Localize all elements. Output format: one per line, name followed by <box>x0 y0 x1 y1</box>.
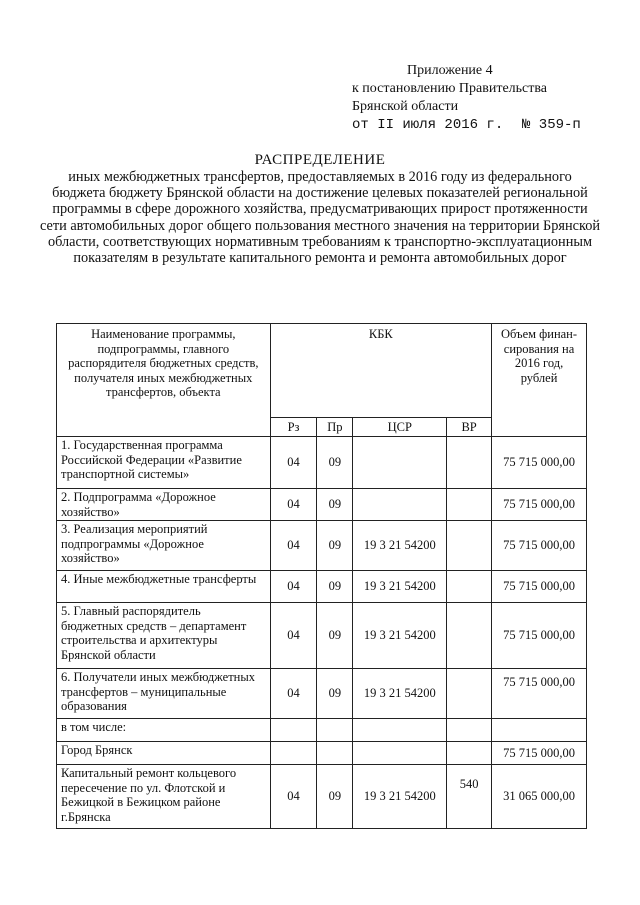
table-body <box>57 437 587 829</box>
header-name: Наименование программы, подпрограммы, главного распорядителя бюджетных средств, получателя иных межбюджетных трансфертов, объекта <box>57 324 271 437</box>
row-name: 4. Иные межбюджетные трансферты <box>57 571 271 603</box>
row-amount: 31 065 000,00 <box>492 765 587 829</box>
table-row <box>57 742 587 765</box>
row-pr: 09 <box>317 669 353 719</box>
row-csr <box>353 489 447 521</box>
row-csr: 19 3 21 54200 <box>353 571 447 603</box>
row-amount: 75 715 000,00 <box>492 603 587 669</box>
appendix-date: от II июля 2016 г. <box>352 117 504 133</box>
row-pr: 09 <box>317 437 353 489</box>
table-header-row <box>57 324 587 418</box>
row-vr <box>447 437 492 489</box>
row-amount: 75 715 000,00 <box>492 437 587 489</box>
row-rz: 04 <box>270 603 317 669</box>
row-vr <box>447 489 492 521</box>
row-vr: 540 <box>447 765 492 829</box>
row-pr: 09 <box>317 489 353 521</box>
row-amount: 75 715 000,00 <box>492 571 587 603</box>
row-name: 3. Реализация мероприятий подпрограммы «Дорожное хозяйство» <box>57 521 271 571</box>
row-name: 2. Подпрограмма «Дорожное хозяйство» <box>57 489 271 521</box>
row-vr <box>447 603 492 669</box>
row-name: 5. Главный распорядитель бюджетных средств – департамент строительства и архитектуры Брянской области <box>57 603 271 669</box>
row-vr <box>447 571 492 603</box>
row-pr: 09 <box>317 521 353 571</box>
row-name: Капитальный ремонт кольцевого пересечение по ул. Флотской и Бежицкой в Бежицком районе г.Брянска <box>57 765 271 829</box>
table-row <box>57 571 587 603</box>
row-pr: 09 <box>317 571 353 603</box>
row-rz: 04 <box>270 765 317 829</box>
row-amount: 75 715 000,00 <box>492 489 587 521</box>
row-pr: 09 <box>317 765 353 829</box>
appendix-label: Приложение 4 <box>407 63 493 78</box>
row-pr <box>317 742 353 765</box>
row-csr: 19 3 21 54200 <box>353 521 447 571</box>
table-row <box>57 437 587 489</box>
row-amount: 75 715 000,00 <box>492 669 587 719</box>
row-csr: 19 3 21 54200 <box>353 669 447 719</box>
row-name: 1. Государственная программа Российской Федерации «Развитие транспортной системы» <box>57 437 271 489</box>
row-vr <box>447 742 492 765</box>
document-title: РАСПРЕДЕЛЕНИЕ <box>254 152 386 168</box>
header-kbk: КБК <box>270 324 491 418</box>
table-row <box>57 489 587 521</box>
header-pr: Пр <box>317 418 353 437</box>
row-rz: 04 <box>270 521 317 571</box>
appendix-number: № 359-п <box>522 117 581 133</box>
row-rz: 04 <box>270 669 317 719</box>
appendix-block <box>352 62 581 134</box>
row-name: Город Брянск <box>57 742 271 765</box>
table-row <box>57 669 587 719</box>
row-amount: 75 715 000,00 <box>492 742 587 765</box>
row-rz <box>270 719 317 742</box>
header-rz: Рз <box>270 418 317 437</box>
row-vr <box>447 521 492 571</box>
row-pr: 09 <box>317 603 353 669</box>
header-amount: Объем финан-сирования на 2016 год, рублей <box>492 324 587 437</box>
row-pr <box>317 719 353 742</box>
table-row <box>57 521 587 571</box>
row-vr <box>447 719 492 742</box>
table-row <box>57 765 587 829</box>
distribution-table <box>56 323 587 829</box>
row-rz: 04 <box>270 571 317 603</box>
appendix-region: Брянской области <box>352 99 459 114</box>
row-amount <box>492 719 587 742</box>
row-name: 6. Получатели иных межбюджетных трансфертов – муниципальные образования <box>57 669 271 719</box>
appendix-resolution: к постановлению Правительства <box>352 81 548 96</box>
row-csr <box>353 742 447 765</box>
table-row <box>57 603 587 669</box>
header-csr: ЦСР <box>353 418 447 437</box>
row-csr: 19 3 21 54200 <box>353 765 447 829</box>
row-vr <box>447 669 492 719</box>
table-row <box>57 719 587 742</box>
row-csr <box>353 719 447 742</box>
row-csr: 19 3 21 54200 <box>353 603 447 669</box>
row-rz <box>270 742 317 765</box>
row-rz: 04 <box>270 437 317 489</box>
document-subtitle: иных межбюджетных трансфертов, предоставляемых в 2016 году из федерального бюджета бюджету Брянской области на достижение целевых показателей региональной программы в сфере дорожного хозяйства, предусматривающих прирост протяженности сети автомобильных дорог общего пользования местного значения на территории Брянской области, соответствующих нормативным требованиям к транспортно-эксплуатационным показателям в результате капитального ремонта и ремонта автомобильных дорог <box>40 169 601 267</box>
row-rz: 04 <box>270 489 317 521</box>
row-amount: 75 715 000,00 <box>492 521 587 571</box>
row-name: в том числе: <box>57 719 271 742</box>
row-csr <box>353 437 447 489</box>
header-vr: ВР <box>447 418 492 437</box>
